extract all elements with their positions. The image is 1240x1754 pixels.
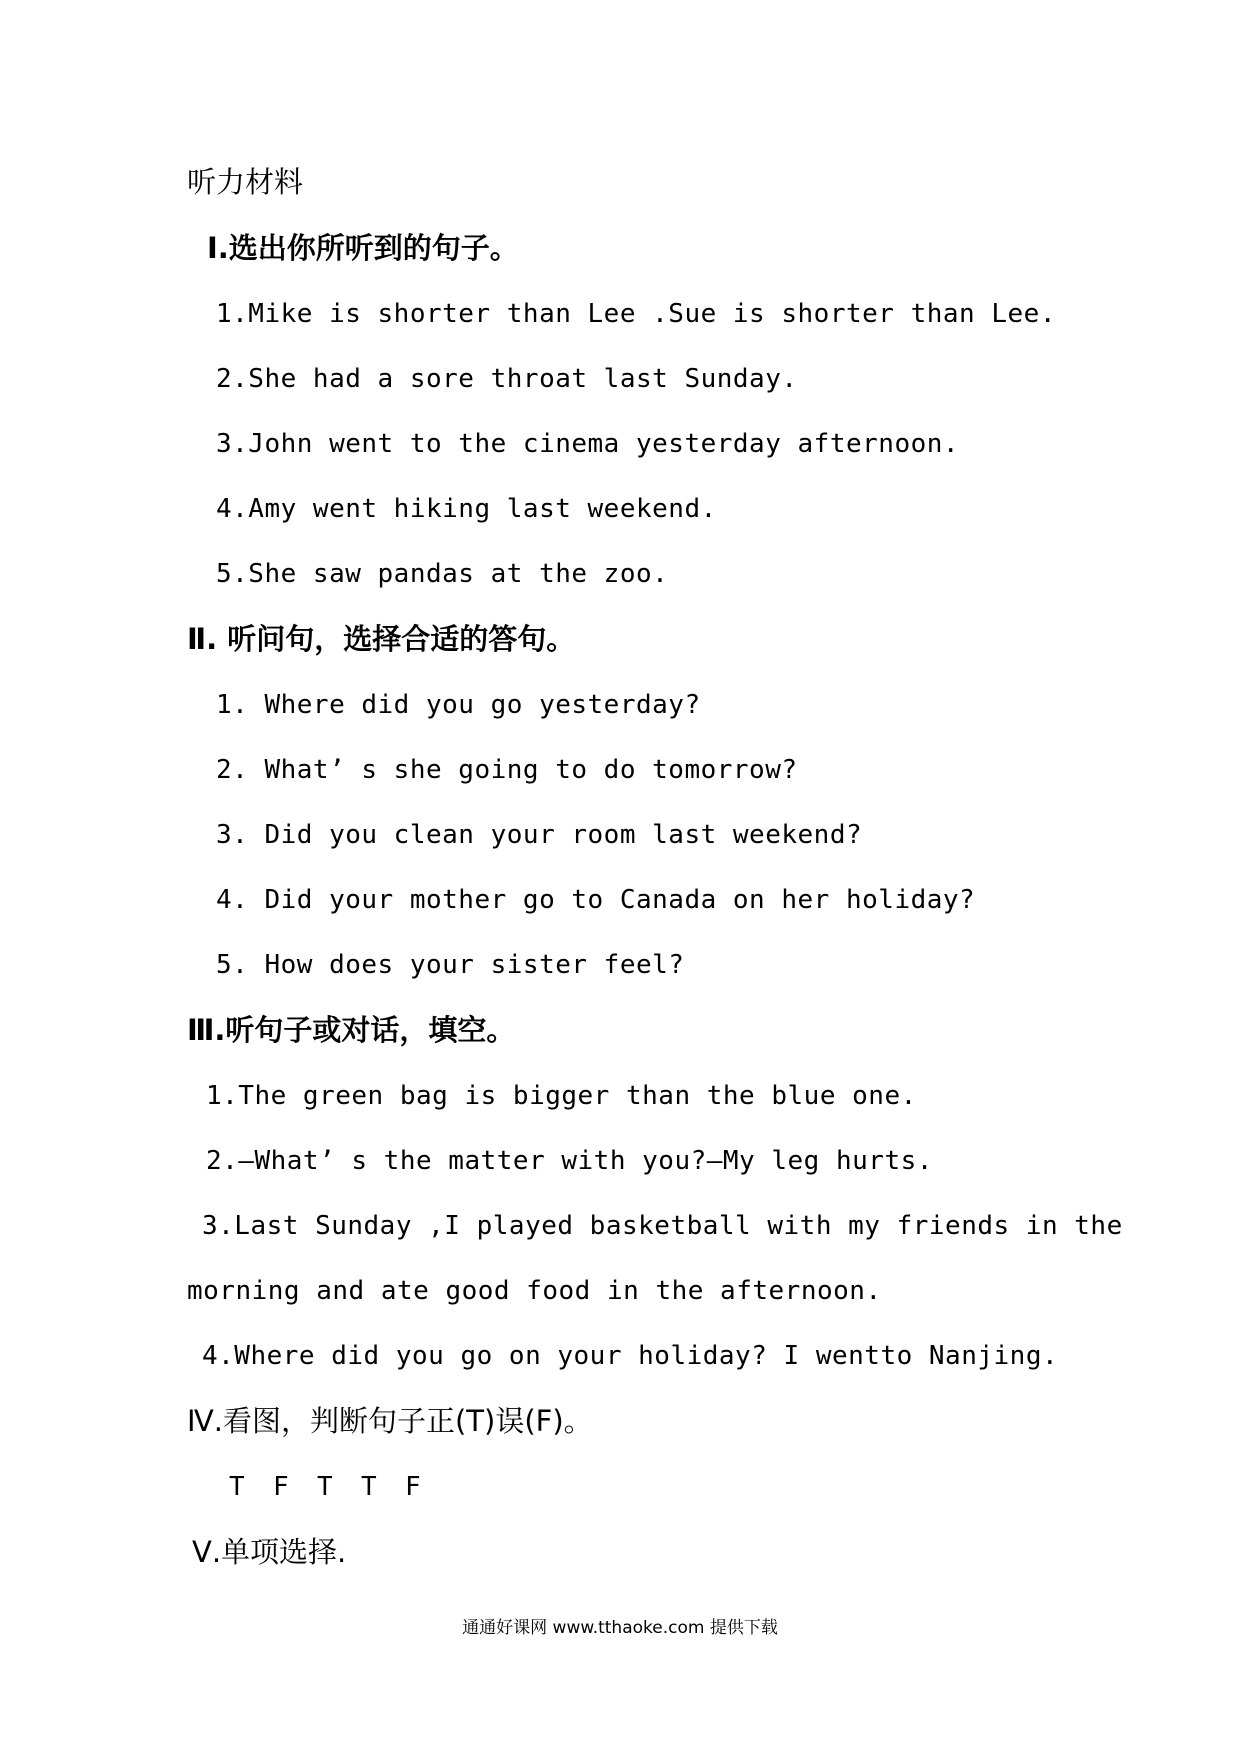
section-3-item-4: 4.Where did you go on your holiday? I wentto Nanjing. — [202, 1341, 1059, 1371]
section-1-item-2: 2.She had a sore throat last Sunday. — [216, 364, 798, 394]
answer-3: T — [317, 1472, 334, 1502]
section-5-heading: Ⅴ.单项选择. — [192, 1535, 347, 1569]
section-1-item-3: 3.John went to the cinema yesterday afternoon. — [216, 429, 960, 459]
section-4-answers — [229, 1474, 449, 1500]
section-1-item-4: 4.Amy went hiking last weekend. — [216, 494, 717, 524]
answer-4: T — [361, 1472, 378, 1502]
section-2-item-5: 5. How does your sister feel? — [216, 950, 685, 980]
section-3-item-2: 2.–What’ s the matter with you?—My leg hurts. — [206, 1146, 933, 1176]
section-2-item-4: 4. Did your mother go to Canada on her holiday? — [216, 885, 976, 915]
page-title: 听力材料 — [187, 165, 304, 199]
section-2-heading: Ⅱ. 听问句，选择合适的答句。 — [187, 622, 576, 656]
section-2-item-1: 1. Where did you go yesterday? — [216, 690, 701, 720]
section-3-item-3-continued: morning and ate good food in the afternoon. — [187, 1276, 882, 1306]
answer-1: T — [229, 1472, 246, 1502]
section-3-item-1: 1.The green bag is bigger than the blue one. — [206, 1081, 917, 1111]
section-4-heading: Ⅳ.看图，判断句子正(T)误(F)。 — [187, 1404, 593, 1438]
answer-5: F — [405, 1472, 422, 1502]
section-2-item-2: 2. What’ s she going to do tomorrow? — [216, 755, 798, 785]
section-3-item-3: 3.Last Sunday ,I played basketball with my friends in the — [202, 1211, 1123, 1241]
answer-2: F — [273, 1472, 290, 1502]
page-footer: 通通好课网 www.tthaoke.com 提供下载 — [462, 1618, 778, 1638]
section-2-item-3: 3. Did you clean your room last weekend? — [216, 820, 863, 850]
section-1-item-5: 5.She saw pandas at the zoo. — [216, 559, 669, 589]
section-1-heading: Ⅰ.选出你所听到的句子。 — [207, 231, 519, 265]
section-3-heading: Ⅲ.听句子或对话，填空。 — [187, 1013, 516, 1047]
section-1-item-1: 1.Mike is shorter than Lee .Sue is shorter than Lee. — [216, 299, 1056, 329]
